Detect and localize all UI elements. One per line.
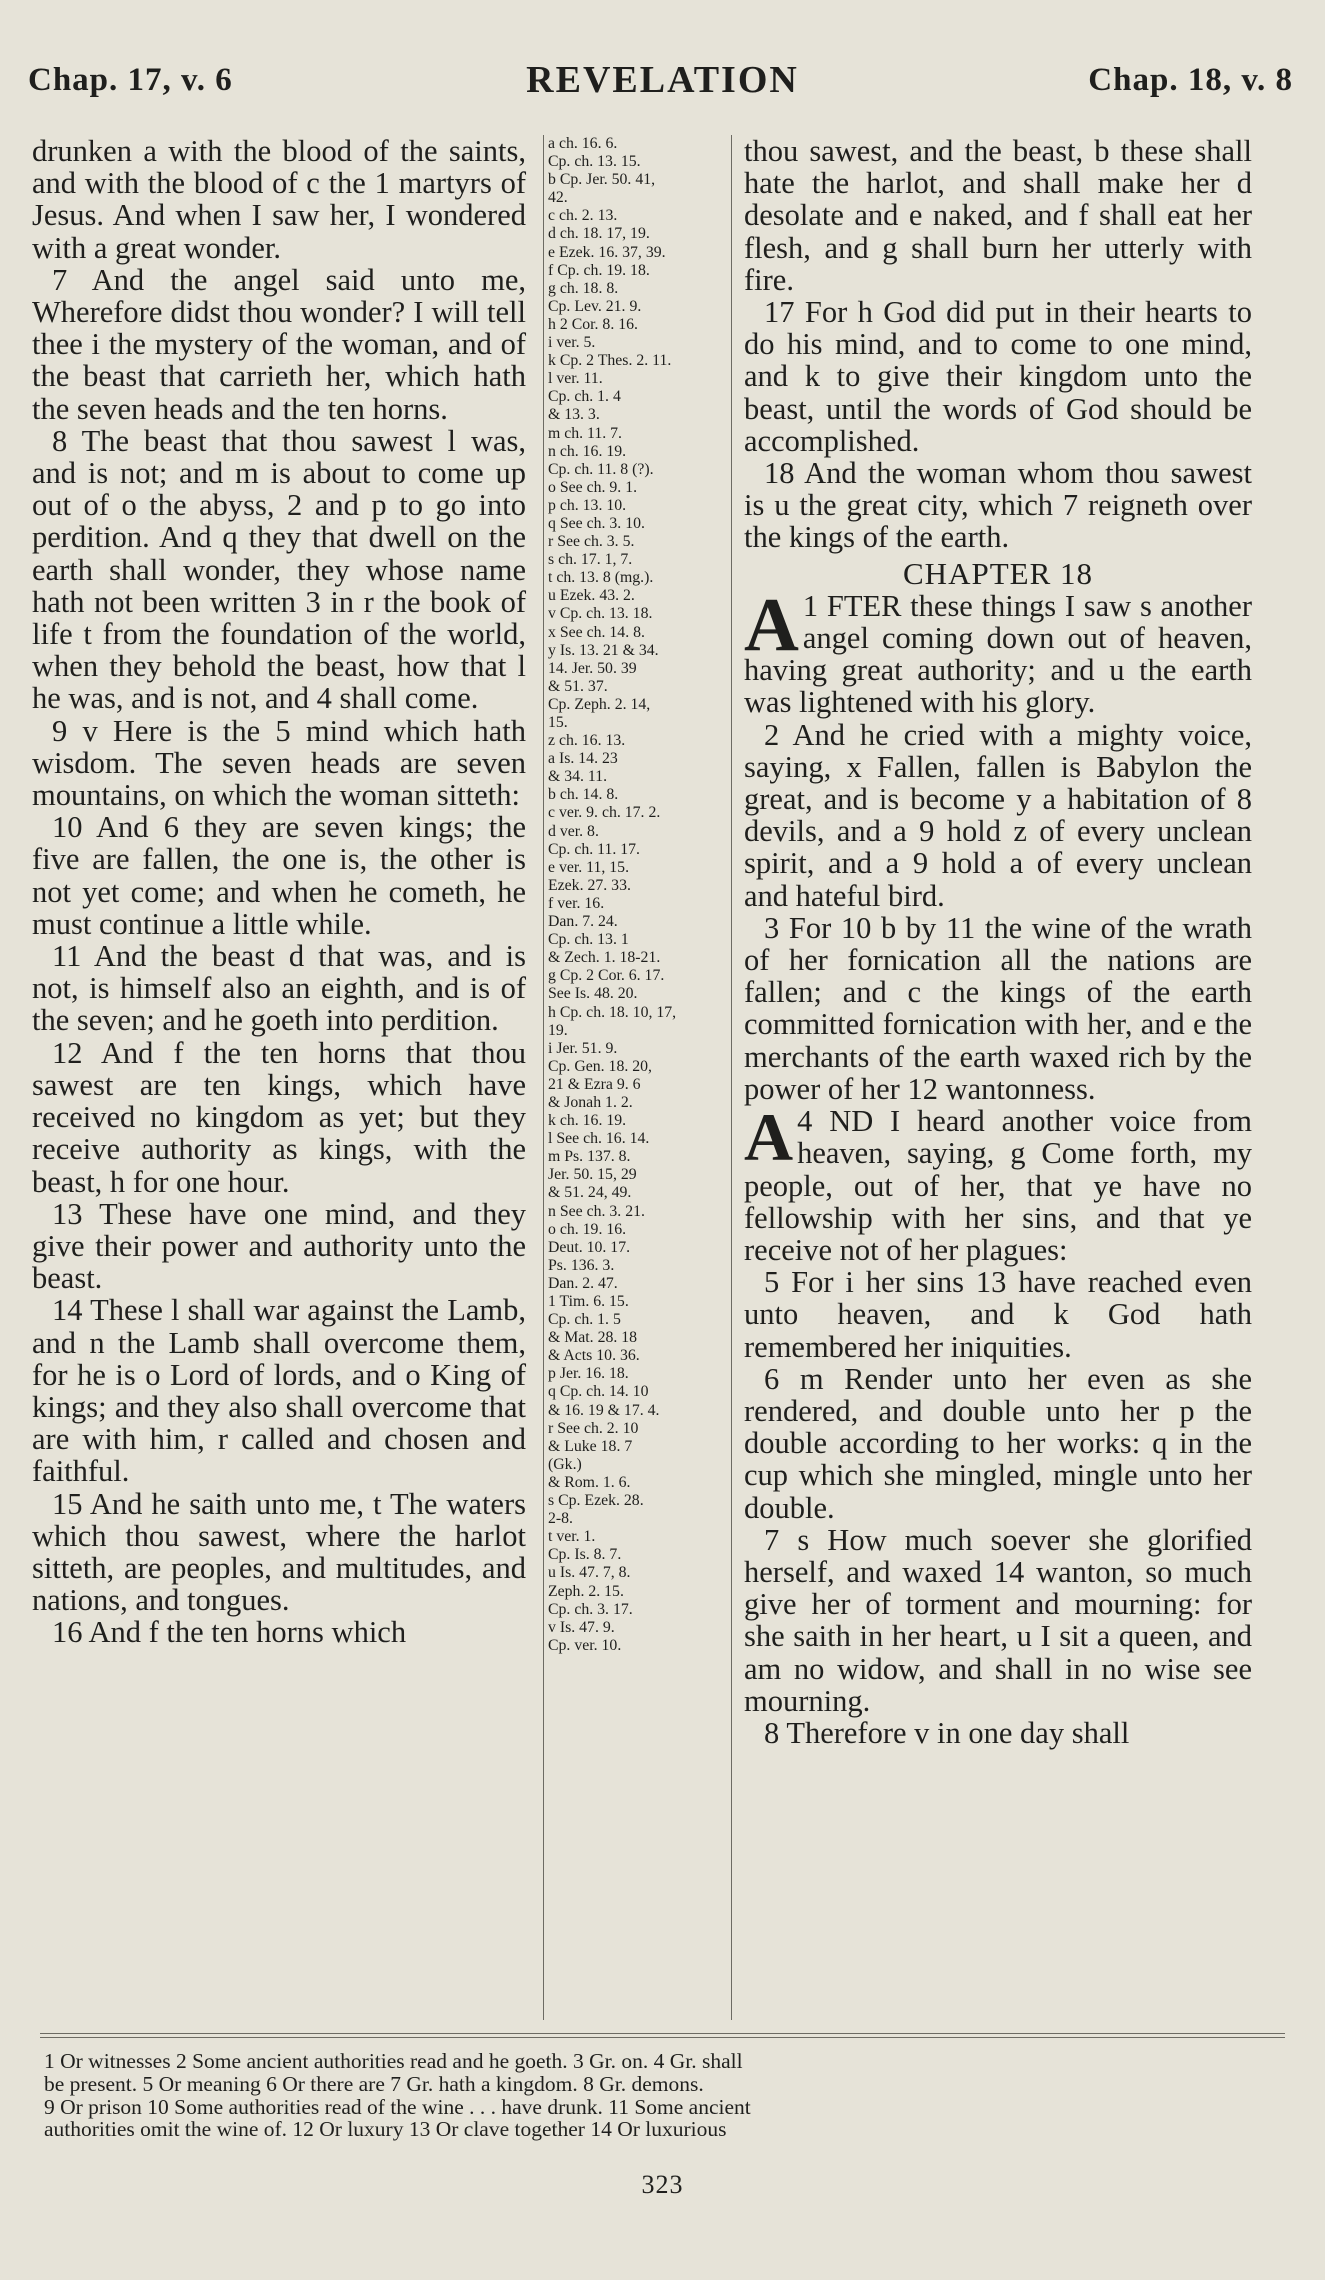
cross-reference-line: o ch. 19. 16.	[548, 1220, 627, 1238]
cross-reference-line: 21 & Ezra 9. 6	[548, 1075, 641, 1093]
cross-reference-line: i Jer. 51. 9.	[548, 1039, 618, 1057]
cross-reference-line: l ver. 11.	[548, 370, 603, 388]
cross-reference-line: g Cp. 2 Cor. 6. 17.	[548, 967, 665, 985]
cross-reference-line: & Jonah 1. 2.	[548, 1093, 633, 1111]
footnote-line: 1 Or witnesses 2 Some ancient authorities read and he goeth. 3 Gr. on. 4 Gr. shall	[44, 2049, 743, 2073]
cross-reference-line: b Cp. Jer. 50. 41,	[548, 171, 656, 189]
verse-paragraph: 17 For h God did put in their hearts to do his mind, and to come to one mind, and k to give their kingdom unto the beast, until the words of God should be accomplished.	[744, 295, 1252, 458]
drop-cap-letter: A	[744, 582, 799, 667]
cross-reference-line: & Acts 10. 36.	[548, 1347, 640, 1365]
cross-reference-line: Cp. ch. 11. 17.	[548, 840, 640, 858]
cross-reference-line: y Is. 13. 21 & 34.	[548, 641, 659, 659]
verse-paragraph: 2 And he cried with a mighty voice, saying, x Fallen, fallen is Babylon the great, and is become y a habitation of 8 devils, and a 9 hold z of every unclean spirit, and a 9 hold a of every unclean and hateful bird.	[744, 717, 1252, 913]
cross-reference-line: Cp. Gen. 18. 20,	[548, 1057, 652, 1075]
header-left-chapter: Chap. 17, v. 6	[28, 62, 233, 98]
cross-reference-line: & 51. 37.	[548, 677, 608, 695]
verse-paragraph: 18 And the woman whom thou sawest is u the great city, which 7 reigneth over the kings of the earth.	[744, 456, 1252, 555]
cross-reference-line: v Cp. ch. 13. 18.	[548, 605, 653, 623]
footnote-rule	[40, 2033, 1285, 2038]
verse-paragraph-dropcap	[744, 1099, 1253, 1267]
verse-paragraph: 7 s How much soever she glorified herself, and waxed 14 wanton, so much give her of torment and mourning: for she saith in her heart, u I sit a queen, and am no widow, and shall in no wise see mourning.	[744, 1522, 1252, 1718]
cross-reference-line: Dan. 2. 47.	[548, 1274, 618, 1292]
cross-reference-line: l See ch. 16. 14.	[548, 1130, 650, 1148]
cross-reference-line: Cp. ch. 11. 8 (?).	[548, 460, 654, 478]
cross-reference-line: Zeph. 2. 15.	[548, 1582, 624, 1600]
cross-reference-line: 2-8.	[548, 1510, 574, 1528]
verse-paragraph: 14 These l shall war against the Lamb, and n the Lamb shall overcome them, for he is o Lord of lords, and o King of kings; and they also shall overcome that are with him, r called and chosen and faithful.	[32, 1293, 526, 1489]
cross-reference-line: & Rom. 1. 6.	[548, 1473, 631, 1491]
cross-reference-line: c ver. 9. ch. 17. 2.	[548, 804, 661, 822]
verse-paragraph-dropcap	[744, 582, 1252, 720]
cross-reference-line: s Cp. Ezek. 28.	[548, 1492, 644, 1510]
column-divider-left	[543, 135, 544, 2020]
cross-reference-line: 1 Tim. 6. 15.	[548, 1293, 629, 1310]
cross-reference-line: 42.	[548, 189, 568, 207]
cross-reference-line: k Cp. 2 Thes. 2. 11.	[548, 352, 672, 370]
page-number: 323	[641, 2170, 684, 2199]
cross-reference-line: b ch. 14. 8.	[548, 786, 619, 804]
cross-reference-line: Cp. Is. 8. 7.	[548, 1546, 622, 1564]
cross-reference-line: Deut. 10. 17.	[548, 1238, 631, 1256]
cross-reference-line: & Mat. 28. 18	[548, 1329, 638, 1347]
cross-reference-line: m ch. 11. 7.	[548, 424, 623, 442]
running-header	[26, 59, 1299, 112]
cross-reference-line: Cp. ch. 3. 17.	[548, 1600, 633, 1618]
cross-reference-line: z ch. 16. 13.	[548, 732, 626, 750]
cross-reference-line: a Is. 14. 23	[548, 750, 618, 768]
column-divider-right	[731, 135, 732, 2020]
cross-reference-line: d ch. 18. 17, 19.	[548, 225, 650, 243]
verse-paragraph: drunken a with the blood of the saints, and with the blood of c the 1 martyrs of Jesus. And when I saw her, I wondered with a great wonder.	[32, 134, 526, 265]
footnote-line: be present. 5 Or meaning 6 Or there are 7 Gr. hath a kingdom. 8 Gr. demons.	[44, 2071, 704, 2096]
verse-text: ND I heard another voice from heaven, saying, g Come forth, my people, out of her, that ye have no fellowship with her sins, and that ye receive not of her plagues:	[744, 1104, 1253, 1267]
verse-paragraph: 9 v Here is the 5 mind which hath wisdom. The seven heads are seven mountains, on which the woman sitteth:	[32, 713, 526, 813]
footnote-line: 9 Or prison 10 Some authorities read of the wine . . . have drunk. 11 Some ancient	[44, 2094, 751, 2119]
footnote-line: authorities omit the wine of. 12 Or luxury 13 Or clave together 14 Or luxurious	[44, 2117, 727, 2142]
cross-reference-line: x See ch. 14. 8.	[548, 623, 645, 641]
cross-reference-line: g ch. 18. 8.	[548, 279, 619, 297]
cross-reference-line: d ver. 8.	[548, 822, 599, 840]
cross-reference-line: & 16. 19 & 17. 4.	[548, 1401, 660, 1419]
cross-reference-column	[548, 135, 728, 1655]
footnotes	[44, 2050, 1281, 2141]
verse-number: 4	[797, 1104, 813, 1139]
cross-reference-line: Cp. ver. 10.	[548, 1636, 622, 1654]
cross-reference-line: & Luke 18. 7	[548, 1437, 633, 1455]
verse-text: FTER these things I saw s another angel coming down out of heaven, having great authority; and u the earth was lightened with his glory.	[744, 588, 1252, 720]
cross-reference-line: 19.	[548, 1021, 568, 1039]
verse-paragraph: 8 Therefore v in one day shall	[764, 1715, 1130, 1750]
cross-reference-line: h Cp. ch. 18. 10, 17,	[548, 1003, 677, 1021]
verse-paragraph: 13 These have one mind, and they give their power and authority unto the beast.	[32, 1196, 526, 1296]
cross-reference-line: & 13. 3.	[548, 406, 600, 424]
cross-reference-line: o See ch. 9. 1.	[548, 478, 638, 496]
chapter-heading: CHAPTER 18	[903, 555, 1093, 591]
verse-paragraph: 15 And he saith unto me, t The waters which thou sawest, where the harlot sitteth, are peoples, and multitudes, and nations, and tongues.	[32, 1486, 526, 1618]
cross-reference-line: k ch. 16. 19.	[548, 1112, 627, 1130]
cross-reference-line: e Ezek. 16. 37, 39.	[548, 243, 666, 261]
cross-reference-line: Cp. Zeph. 2. 14,	[548, 695, 651, 713]
cross-reference-line: f Cp. ch. 19. 18.	[548, 261, 650, 279]
verse-paragraph: thou sawest, and the beast, b these shall hate the harlot, and shall make her d desolate and e naked, and f shall eat her flesh, and g shall burn her utterly with fire.	[744, 134, 1252, 297]
verse-paragraph: 11 And the beast d that was, and is not, is himself also an eighth, and is of the seven; and he goeth into perdition.	[32, 939, 526, 1038]
header-book-title: REVELATION	[526, 59, 799, 101]
cross-reference-line: u Ezek. 43. 2.	[548, 587, 635, 605]
cross-reference-line: (Gk.)	[548, 1455, 582, 1473]
verse-paragraph: 10 And 6 they are seven kings; the five are fallen, the one is, the other is not yet come; and when he cometh, he must continue a little while.	[32, 810, 526, 941]
cross-reference-line: Cp. ch. 13. 1	[548, 931, 629, 949]
verse-paragraph: 6 m Render unto her even as she rendered, and double unto her p the double according to her works: q in the cup which she mingled, mingle unto her double.	[744, 1361, 1252, 1525]
cross-reference-line: See Is. 48. 20.	[548, 985, 638, 1003]
cross-reference-line: a ch. 16. 6.	[548, 135, 618, 152]
cross-reference-line: n See ch. 3. 21.	[548, 1202, 645, 1220]
cross-reference-line: e ver. 11, 15.	[548, 858, 630, 876]
verse-paragraph: 5 For i her sins 13 have reached even unto heaven, and k God hath remembered her iniquities.	[744, 1265, 1252, 1364]
cross-reference-line: Cp. ch. 13. 15.	[548, 153, 641, 171]
cross-reference-line: p ch. 13. 10.	[548, 496, 627, 514]
verse-number: 1	[802, 588, 819, 623]
cross-reference-line: & 51. 24, 49.	[548, 1184, 632, 1202]
cross-reference-line: v Is. 47. 9.	[548, 1618, 615, 1636]
cross-reference-line: t ch. 13. 8 (mg.).	[548, 569, 654, 587]
cross-reference-line: 15.	[548, 714, 568, 731]
cross-reference-line: q Cp. ch. 14. 10	[548, 1383, 649, 1401]
cross-reference-line: f ver. 16.	[548, 894, 605, 912]
cross-reference-line: s ch. 17. 1, 7.	[548, 551, 633, 569]
cross-reference-line: p Jer. 16. 18.	[548, 1365, 629, 1383]
cross-reference-line: & 34. 11.	[548, 768, 608, 786]
cross-reference-line: n ch. 16. 19.	[548, 442, 627, 460]
cross-reference-line: Cp. ch. 1. 4	[548, 388, 621, 406]
cross-reference-line: h 2 Cor. 8. 16.	[548, 315, 638, 333]
cross-reference-line: q See ch. 3. 10.	[548, 514, 645, 532]
verse-paragraph: 12 And f the ten horns that thou sawest are ten kings, which have received no kingdom as yet; but they receive authority as kings, with the beast, h for one hour.	[32, 1035, 526, 1199]
cross-reference-line: Cp. Lev. 21. 9.	[548, 297, 642, 315]
cross-reference-line: t ver. 1.	[548, 1528, 596, 1546]
cross-reference-line: u Is. 47. 7, 8.	[548, 1564, 631, 1582]
cross-reference-line: Cp. ch. 1. 5	[548, 1311, 621, 1329]
right-text-column	[744, 135, 1252, 1749]
cross-reference-line: Jer. 50. 15, 29	[548, 1166, 637, 1184]
cross-reference-line: r See ch. 2. 10	[548, 1419, 639, 1437]
cross-reference-line: c ch. 2. 13.	[548, 207, 618, 225]
left-text-column	[32, 135, 526, 1649]
cross-reference-line: i ver. 5.	[548, 334, 596, 352]
verse-paragraph: 7 And the angel said unto me, Wherefore didst thou wonder? I will tell thee i the mystery of the woman, and of the beast that carrieth her, which hath the seven heads and the ten horns.	[32, 262, 526, 426]
cross-reference-line: & Zech. 1. 18-21.	[548, 949, 661, 967]
verse-paragraph: 3 For 10 b by 11 the wine of the wrath of her fornication all the nations are fallen; and c the kings of the earth committed fornication with her, and e the merchants of the earth waxed rich by the power of her 12 wantonness.	[744, 910, 1252, 1106]
verse-paragraph: 8 The beast that thou sawest l was, and is not; and m is about to come up out of o the abyss, 2 and p to go into perdition. And q they that dwell on the earth shall wonder, they whose name hath not been written 3 in r the book of life t from the foundation of the world, when they behold the beast, how that l he was, and is not, and 4 shall come.	[32, 423, 526, 716]
header-right-chapter: Chap. 18, v. 8	[1088, 62, 1293, 98]
cross-reference-line: Dan. 7. 24.	[548, 913, 618, 931]
verse-paragraph: 16 And f the ten horns which	[52, 1615, 407, 1650]
drop-cap-letter: A	[744, 1099, 794, 1176]
cross-reference-line: r See ch. 3. 5.	[548, 533, 635, 551]
cross-reference-line: Ps. 136. 3.	[548, 1256, 615, 1274]
cross-reference-line: 14. Jer. 50. 39	[548, 659, 637, 677]
cross-reference-line: m Ps. 137. 8.	[548, 1148, 631, 1166]
cross-reference-line: Ezek. 27. 33.	[548, 876, 631, 894]
